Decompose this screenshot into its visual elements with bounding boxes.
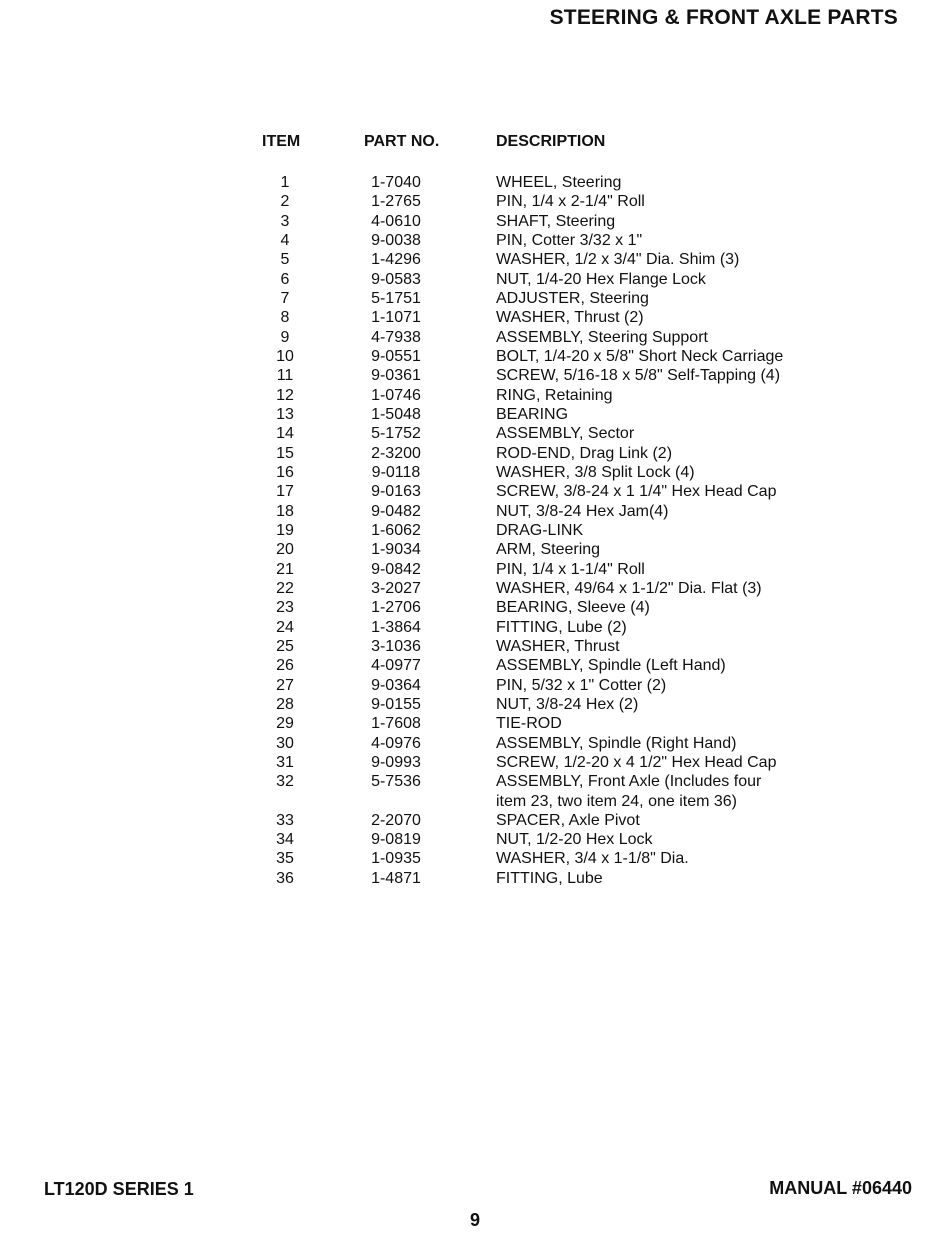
part-number-cell: 9-0155 bbox=[371, 695, 421, 713]
part-number-cell: 1-3864 bbox=[371, 618, 421, 636]
item-cell: 5 bbox=[280, 251, 290, 269]
table-row bbox=[0, 231, 950, 250]
part-number-cell: 1-4296 bbox=[371, 251, 421, 269]
table-row bbox=[0, 463, 950, 482]
column-header-part-no: PART NO. bbox=[364, 133, 440, 150]
description-cell: FITTING, Lube bbox=[496, 869, 603, 887]
description-cell: SCREW, 1/2-20 x 4 1/2" Hex Head Cap bbox=[496, 753, 777, 771]
item-cell: 9 bbox=[280, 328, 290, 346]
item-cell: 15 bbox=[276, 444, 294, 462]
item-cell: 2 bbox=[280, 193, 290, 211]
table-row bbox=[0, 849, 950, 868]
table-row bbox=[0, 734, 950, 753]
item-cell: 12 bbox=[276, 386, 294, 404]
item-cell: 21 bbox=[276, 560, 294, 578]
description-cell: WASHER, Thrust (2) bbox=[496, 309, 644, 327]
table-row bbox=[0, 579, 950, 598]
item-cell: 10 bbox=[276, 347, 294, 365]
description-cell: BEARING, Sleeve (4) bbox=[496, 599, 650, 617]
part-number-cell: 3-1036 bbox=[371, 637, 421, 655]
part-number-cell: 1-2765 bbox=[371, 193, 421, 211]
part-number-cell: 1-7608 bbox=[371, 715, 421, 733]
part-number-cell: 1-9034 bbox=[371, 541, 421, 559]
description-cell: ASSEMBLY, Spindle (Left Hand) bbox=[496, 657, 726, 675]
part-number-cell: 1-2706 bbox=[371, 599, 421, 617]
table-row bbox=[0, 540, 950, 559]
table-row bbox=[0, 366, 950, 385]
part-number-cell: 2-3200 bbox=[371, 444, 421, 462]
item-cell: 18 bbox=[276, 502, 294, 520]
description-cell: WASHER, Thrust bbox=[496, 637, 620, 655]
table-header bbox=[0, 133, 950, 155]
description-cell: RING, Retaining bbox=[496, 386, 613, 404]
part-number-cell: 5-1751 bbox=[371, 289, 421, 307]
table-row bbox=[0, 212, 950, 231]
footer-manual-number: MANUAL #06440 bbox=[769, 1178, 912, 1198]
description-cell: ROD-END, Drag Link (2) bbox=[496, 444, 673, 462]
description-cell: SPACER, Axle Pivot bbox=[496, 811, 640, 829]
part-number-cell: 1-7040 bbox=[371, 174, 421, 191]
page-number: 9 bbox=[469, 1210, 480, 1230]
table-row bbox=[0, 386, 950, 405]
part-number-cell: 9-0819 bbox=[371, 831, 421, 849]
part-number-cell: 9-0583 bbox=[371, 270, 421, 288]
part-number-cell: 1-6062 bbox=[371, 521, 421, 539]
description-cell: BEARING bbox=[496, 405, 569, 423]
description-cell: PIN, Cotter 3/32 x 1" bbox=[496, 231, 643, 249]
description-cell: BOLT, 1/4-20 x 5/8" Short Neck Carriage bbox=[496, 347, 784, 365]
part-number-cell: 9-0993 bbox=[371, 753, 421, 771]
description-cell: SHAFT, Steering bbox=[496, 212, 616, 230]
part-number-cell: 9-0163 bbox=[371, 483, 421, 501]
part-number-cell: 9-0361 bbox=[371, 367, 421, 385]
table-row bbox=[0, 637, 950, 656]
description-cell: PIN, 5/32 x 1" Cotter (2) bbox=[496, 676, 667, 694]
table-row bbox=[0, 444, 950, 463]
description-cell: ARM, Steering bbox=[496, 541, 601, 559]
description-cell: WASHER, 1/2 x 3/4" Dia. Shim (3) bbox=[496, 251, 740, 269]
part-number-cell: 1-1071 bbox=[371, 309, 421, 327]
part-number-cell: 9-0118 bbox=[371, 463, 421, 481]
table-row bbox=[0, 753, 950, 772]
item-cell: 35 bbox=[276, 850, 294, 868]
item-cell: 11 bbox=[276, 367, 294, 385]
table-row bbox=[0, 869, 950, 888]
table-row bbox=[0, 772, 950, 811]
item-cell: 7 bbox=[280, 289, 290, 307]
table-row bbox=[0, 289, 950, 308]
part-number-cell: 4-7938 bbox=[371, 328, 421, 346]
item-cell: 6 bbox=[280, 270, 290, 288]
item-cell: 25 bbox=[276, 637, 294, 655]
table-row bbox=[0, 676, 950, 695]
column-header-item: ITEM bbox=[262, 133, 301, 150]
parts-table bbox=[0, 133, 950, 887]
description-cell: FITTING, Lube (2) bbox=[496, 618, 627, 636]
item-cell: 27 bbox=[276, 676, 294, 694]
table-row bbox=[0, 328, 950, 347]
table-body bbox=[0, 173, 950, 888]
part-number-cell: 5-1752 bbox=[371, 425, 421, 443]
item-cell: 3 bbox=[280, 212, 290, 230]
part-number-cell: 9-0038 bbox=[371, 231, 421, 249]
part-number-cell: 4-0610 bbox=[371, 212, 421, 230]
table-row bbox=[0, 482, 950, 501]
part-number-cell: 4-0977 bbox=[371, 657, 421, 675]
description-cell: NUT, 1/2-20 Hex Lock bbox=[496, 831, 653, 849]
part-number-cell: 5-7536 bbox=[371, 773, 421, 791]
description-cell: SCREW, 3/8-24 x 1 1/4" Hex Head Cap bbox=[496, 483, 777, 501]
item-cell: 30 bbox=[276, 734, 294, 752]
description-cell: ASSEMBLY, Sector bbox=[496, 425, 635, 443]
part-number-cell: 2-2070 bbox=[371, 811, 421, 829]
description-cell: TIE-ROD bbox=[496, 715, 562, 733]
column-header-description: DESCRIPTION bbox=[496, 133, 606, 150]
item-cell: 17 bbox=[276, 483, 294, 501]
part-number-cell: 1-0746 bbox=[371, 386, 421, 404]
item-cell: 4 bbox=[280, 231, 290, 249]
part-number-cell: 9-0482 bbox=[371, 502, 421, 520]
description-cell: PIN, 1/4 x 1-1/4" Roll bbox=[496, 560, 645, 578]
part-number-cell: 1-4871 bbox=[371, 869, 421, 887]
table-row bbox=[0, 560, 950, 579]
item-cell: 1 bbox=[280, 174, 290, 191]
description-cell: WHEEL, Steering bbox=[496, 174, 622, 191]
part-number-cell: 9-0364 bbox=[371, 676, 421, 694]
table-row bbox=[0, 618, 950, 637]
description-cell: ASSEMBLY, Front Axle (Includes four item 23, two item 24, one item 36) bbox=[496, 773, 762, 810]
item-cell: 29 bbox=[276, 715, 294, 733]
item-cell: 20 bbox=[276, 541, 294, 559]
part-number-cell: 1-5048 bbox=[371, 405, 421, 423]
item-cell: 16 bbox=[276, 463, 294, 481]
item-cell: 22 bbox=[276, 579, 294, 597]
table-row bbox=[0, 521, 950, 540]
item-cell: 23 bbox=[276, 599, 294, 617]
table-row bbox=[0, 405, 950, 424]
item-cell: 13 bbox=[276, 405, 294, 423]
item-cell: 24 bbox=[276, 618, 294, 636]
description-cell: WASHER, 3/8 Split Lock (4) bbox=[496, 463, 695, 481]
table-row bbox=[0, 502, 950, 521]
item-cell: 36 bbox=[276, 869, 294, 887]
description-cell: PIN, 1/4 x 2-1/4" Roll bbox=[496, 193, 645, 211]
part-number-cell: 4-0976 bbox=[371, 734, 421, 752]
part-number-cell: 9-0551 bbox=[371, 347, 421, 365]
table-row bbox=[0, 424, 950, 443]
table-row bbox=[0, 192, 950, 211]
description-cell: ASSEMBLY, Steering Support bbox=[496, 328, 708, 346]
part-number-cell: 3-2027 bbox=[371, 579, 421, 597]
table-row bbox=[0, 347, 950, 366]
table-row bbox=[0, 714, 950, 733]
table-row bbox=[0, 308, 950, 327]
table-row bbox=[0, 270, 950, 289]
item-cell: 8 bbox=[280, 309, 290, 327]
description-cell: SCREW, 5/16-18 x 5/8" Self-Tapping (4) bbox=[496, 367, 781, 385]
part-number-cell: 1-0935 bbox=[371, 850, 421, 868]
description-cell: NUT, 3/8-24 Hex (2) bbox=[496, 695, 639, 713]
item-cell: 14 bbox=[276, 425, 294, 443]
table-row bbox=[0, 811, 950, 830]
description-cell: DRAG-LINK bbox=[496, 521, 584, 539]
table-row bbox=[0, 656, 950, 675]
item-cell: 33 bbox=[276, 811, 294, 829]
item-cell: 26 bbox=[276, 657, 294, 675]
table-row bbox=[0, 695, 950, 714]
description-cell: NUT, 1/4-20 Hex Flange Lock bbox=[496, 270, 706, 288]
description-cell: NUT, 3/8-24 Hex Jam(4) bbox=[496, 502, 669, 520]
table-row bbox=[0, 598, 950, 617]
item-cell: 31 bbox=[276, 753, 294, 771]
description-cell: ADJUSTER, Steering bbox=[496, 289, 649, 307]
item-cell: 28 bbox=[276, 695, 294, 713]
table-row bbox=[0, 250, 950, 269]
item-cell: 19 bbox=[276, 521, 294, 539]
description-cell: WASHER, 49/64 x 1-1/2" Dia. Flat (3) bbox=[496, 579, 762, 597]
footer-model: LT120D SERIES 1 bbox=[44, 1179, 194, 1199]
table-row bbox=[0, 830, 950, 849]
item-cell: 32 bbox=[276, 773, 294, 791]
description-cell: WASHER, 3/4 x 1-1/8" Dia. bbox=[496, 850, 689, 868]
part-number-cell: 9-0842 bbox=[371, 560, 421, 578]
page-title: STEERING & FRONT AXLE PARTS bbox=[549, 6, 898, 29]
description-cell: ASSEMBLY, Spindle (Right Hand) bbox=[496, 734, 737, 752]
item-cell: 34 bbox=[276, 831, 294, 849]
table-row bbox=[0, 173, 950, 192]
